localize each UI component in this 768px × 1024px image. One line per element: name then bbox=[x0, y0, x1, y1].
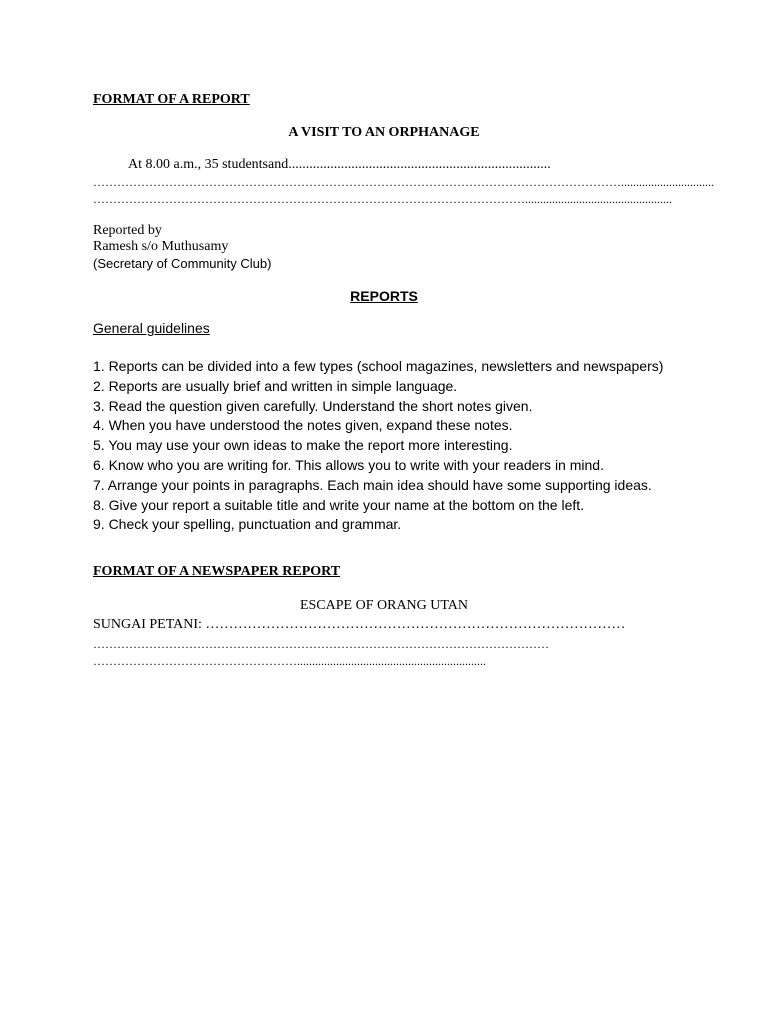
guideline-item: 4. When you have understood the notes given, expand these notes. bbox=[93, 417, 513, 434]
report-dotted-line: ………………………………………………………………………………………………................................................. bbox=[93, 192, 672, 206]
report-title: A VISIT TO AN ORPHANAGE bbox=[288, 125, 480, 140]
reporter-role: (Secretary of Community Club) bbox=[93, 256, 272, 271]
guideline-item: 5. You may use your own ideas to make the report more interesting. bbox=[93, 437, 513, 454]
newspaper-dotted-line: …………………………………………………………………………………………………… bbox=[93, 637, 549, 651]
guideline-item: 7. Arrange your points in paragraphs. Each main idea should have some supporting ideas. bbox=[93, 476, 652, 493]
report-dotted-line: ……………………………………………………………………………………………………………………............................... bbox=[93, 175, 714, 189]
newspaper-format-heading: FORMAT OF A NEWSPAPER REPORT bbox=[93, 564, 341, 579]
guideline-item: 9. Check your spelling, punctuation and grammar. bbox=[93, 516, 402, 533]
reports-heading: REPORTS bbox=[350, 288, 418, 304]
report-opening-line: At 8.00 a.m., 35 studentsand........................................................................... bbox=[128, 157, 551, 172]
guidelines-list bbox=[93, 357, 663, 535]
guideline-item: 2. Reports are usually brief and written in simple language. bbox=[93, 377, 458, 394]
newspaper-title: ESCAPE OF ORANG UTAN bbox=[299, 598, 469, 613]
report-format-heading: FORMAT OF A REPORT bbox=[93, 92, 250, 107]
reporter-name: Ramesh s/o Muthusamy bbox=[93, 239, 229, 254]
guidelines-subheading: General guidelines bbox=[93, 320, 210, 336]
guideline-item: 8. Give your report a suitable title and write your name at the bottom on the left. bbox=[93, 496, 585, 513]
guideline-item: 6. Know who you are writing for. This allows you to write with your readers in mind. bbox=[93, 456, 604, 473]
guideline-item: 3. Read the question given carefully. Understand the short notes given. bbox=[93, 397, 533, 414]
reported-by-label: Reported by bbox=[93, 223, 162, 238]
newspaper-place-line: SUNGAI PETANI: ……………………………………………………………………………… bbox=[93, 617, 626, 632]
guideline-item: 1. Reports can be divided into a few types (school magazines, newsletters and newspapers) bbox=[93, 358, 664, 374]
newspaper-dotted-line: ……………………………………………............................................................... bbox=[93, 654, 486, 668]
